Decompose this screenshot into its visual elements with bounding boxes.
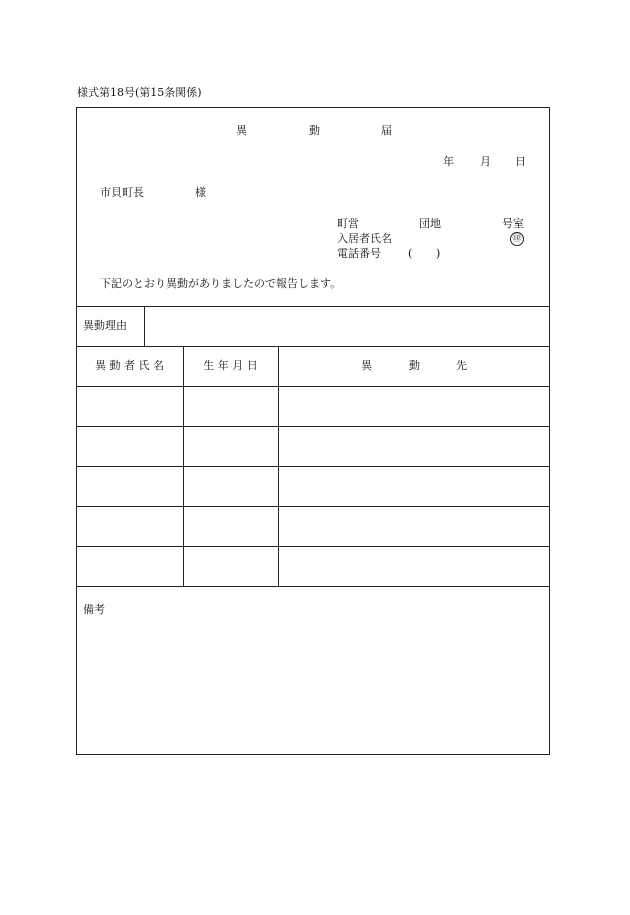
phone-paren-open: ( [408,247,413,260]
date-month-label: 月 [480,155,491,168]
table-column-line [278,346,279,586]
date-day-label: 日 [515,155,526,168]
title-char-3: 届 [381,124,392,137]
header-destination-char-1: 異 [361,359,372,372]
applicant-phone-label: 電話番号 [337,247,381,260]
applicant-name-label: 入居者氏名 [337,232,392,245]
table-row-line [76,546,550,547]
title-char-2: 動 [309,124,320,137]
divider-remarks-top [76,586,550,587]
form-frame [76,107,550,755]
header-destination-char-3: 先 [456,359,467,372]
header-birthdate: 生 年 月 日 [203,359,258,372]
table-row-line [76,386,550,387]
table-row-line [76,466,550,467]
form-number: 様式第18号(第15条関係) [77,86,202,99]
addressee-name: 市貝町長 [100,186,144,199]
table-column-line [183,346,184,586]
addressee-honorific: 様 [195,186,206,199]
phone-paren-close: ) [436,247,441,260]
divider-header-top [76,346,550,347]
remarks-label: 備考 [83,603,105,616]
seal-icon: ㊞ [510,232,524,246]
title-char-1: 異 [236,124,247,137]
statement-text: 下記のとおり異動がありましたので報告します。 [100,277,342,290]
applicant-housing-complex: 団地 [419,217,441,230]
header-mover-name: 異 動 者 氏 名 [95,359,164,372]
reason-label: 異動理由 [83,319,127,332]
table-row-line [76,426,550,427]
divider-reason-top [76,306,550,307]
header-destination-char-2: 動 [409,359,420,372]
applicant-room-suffix: 号室 [502,217,524,230]
reason-divider [144,306,145,346]
table-row-line [76,506,550,507]
date-year-label: 年 [443,155,454,168]
applicant-housing-prefix: 町営 [337,217,359,230]
